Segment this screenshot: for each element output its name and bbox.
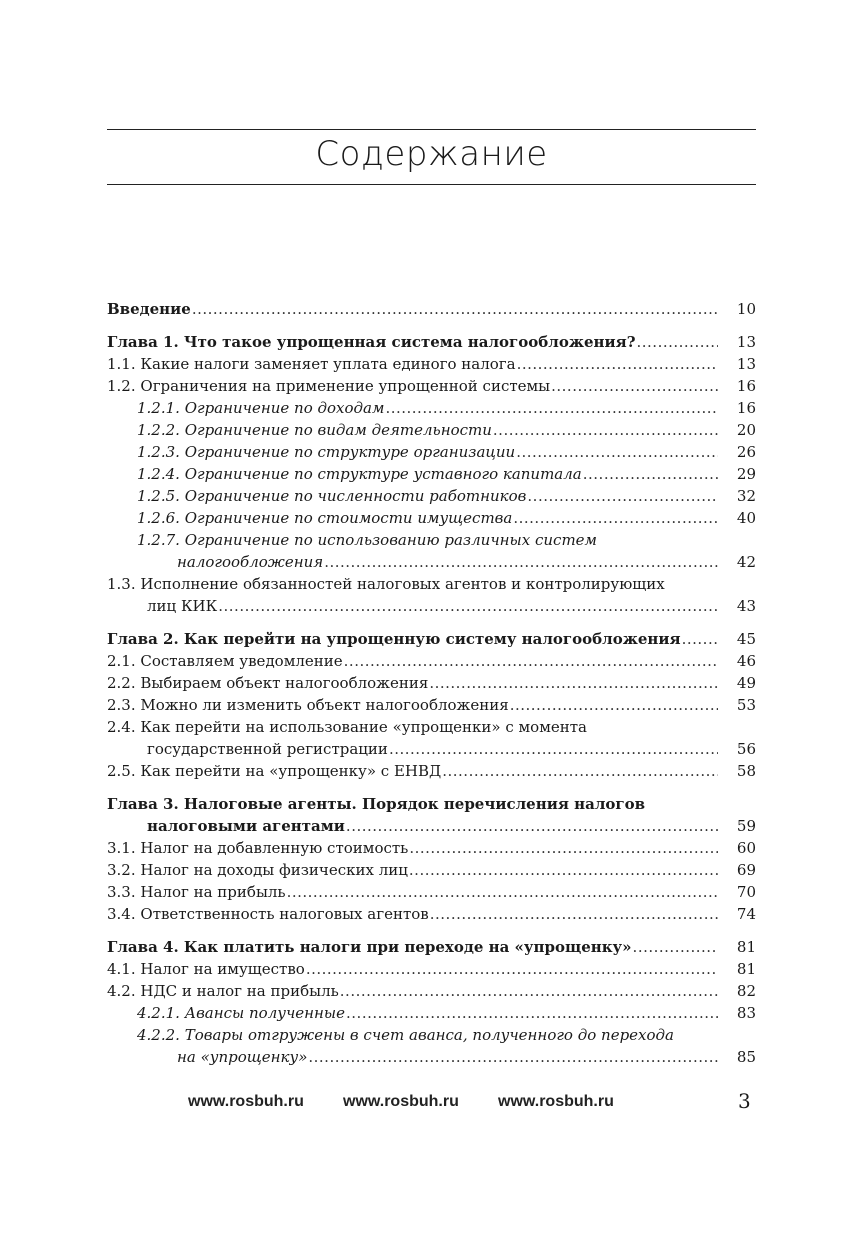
toc-line: [107, 551, 756, 573]
table-of-contents: [107, 298, 756, 1068]
toc-line: [107, 375, 756, 397]
toc-page-number: 26: [736, 443, 756, 461]
toc-page-number: 49: [736, 674, 756, 692]
toc-line: [107, 738, 756, 760]
toc-page-number: 69: [736, 861, 756, 879]
toc-entry-title[interactable]: 1.2.2. Ограничение по видам деятельности: [137, 421, 492, 439]
toc-line: [107, 1046, 756, 1068]
chapter-label: Глава 2: [107, 630, 174, 648]
toc-line: [107, 507, 756, 529]
toc-entry-title[interactable]: [107, 628, 681, 650]
toc-entry-title-cont[interactable]: налоговыми агентами: [147, 817, 345, 835]
toc-page-number: 81: [736, 938, 756, 956]
toc-entry-title[interactable]: 3.2. Налог на доходы физических лиц: [107, 861, 408, 879]
toc-line: [107, 1024, 756, 1046]
toc-page-number: 59: [736, 817, 756, 835]
toc-entry-title[interactable]: 4.2.1. Авансы полученные: [137, 1004, 346, 1022]
dot-leader: [442, 760, 718, 782]
dot-leader: [409, 837, 718, 859]
toc-entry-title[interactable]: 1.2.6. Ограничение по стоимости имущества: [137, 509, 513, 527]
toc-line: [107, 419, 756, 441]
toc-spacer: [107, 617, 756, 628]
toc-line: [107, 672, 756, 694]
toc-entry-title[interactable]: 2.5. Как перейти на «упрощенку» с ЕНВД: [107, 762, 442, 780]
toc-entry-title[interactable]: 1.1. Какие налоги заменяет уплата единого налога: [107, 355, 516, 373]
toc-page-number: 16: [736, 377, 756, 395]
dot-leader: [517, 353, 718, 375]
toc-entry-title[interactable]: 1.2.7. Ограничение по использованию различных систем: [137, 531, 597, 549]
toc-entry-title-cont[interactable]: на «упрощенку»: [177, 1048, 308, 1066]
page-title: Содержание: [315, 134, 548, 174]
dot-leader: [430, 903, 718, 925]
toc-entry-title[interactable]: [107, 331, 636, 353]
toc-page-number: 60: [736, 839, 756, 857]
toc-page-number: 58: [736, 762, 756, 780]
toc-entry-title[interactable]: 4.1. Налог на имущество: [107, 960, 305, 978]
dot-leader: [389, 738, 718, 760]
toc-spacer: [107, 925, 756, 936]
toc-page-number: 29: [736, 465, 756, 483]
toc-line: [107, 793, 756, 815]
toc-page-number: 74: [736, 905, 756, 923]
dot-leader: [429, 672, 718, 694]
toc-page-number: 56: [736, 740, 756, 758]
dot-leader: [344, 650, 718, 672]
toc-spacer: [107, 782, 756, 793]
toc-entry-title[interactable]: [107, 793, 645, 815]
dot-leader: [583, 463, 718, 485]
toc-entry-title[interactable]: 1.3. Исполнение обязанностей налоговых агентов и контролирующих: [107, 575, 665, 593]
toc-entry-title[interactable]: 4.2. НДС и налог на прибыль: [107, 982, 339, 1000]
chapter-title: . Как перейти на упрощенную систему налогообложения: [173, 630, 681, 648]
dot-leader: [324, 551, 718, 573]
toc-page-number: 32: [736, 487, 756, 505]
toc-line: [107, 958, 756, 980]
toc-page-number: 70: [736, 883, 756, 901]
toc-line: [107, 716, 756, 738]
toc-page-number: 53: [736, 696, 756, 714]
toc-entry-title[interactable]: 2.1. Составляем уведомление: [107, 652, 343, 670]
footer-site-link[interactable]: www.rosbuh.ru: [498, 1093, 614, 1110]
toc-line: [107, 397, 756, 419]
toc-line: [107, 694, 756, 716]
toc-page-number: 16: [736, 399, 756, 417]
dot-leader: [516, 441, 718, 463]
toc-line: [107, 628, 756, 650]
toc-line: [107, 1002, 756, 1024]
toc-entry-title[interactable]: 1.2.5. Ограничение по численности работников: [137, 487, 527, 505]
toc-entry-title[interactable]: 4.2.2. Товары отгружены в счет аванса, полученного до перехода: [137, 1026, 674, 1044]
toc-line: [107, 881, 756, 903]
dot-leader: [510, 694, 718, 716]
toc-page-number: 83: [736, 1004, 756, 1022]
toc-line: [107, 529, 756, 551]
toc-page-number: 13: [736, 333, 756, 351]
dot-leader: [527, 485, 718, 507]
toc-page-number: 85: [736, 1048, 756, 1066]
dot-leader: [385, 397, 718, 419]
toc-line: [107, 595, 756, 617]
chapter-title: . Что такое упрощенная система налогообложения?: [173, 333, 636, 351]
toc-line: [107, 485, 756, 507]
toc-line: [107, 815, 756, 837]
toc-line: [107, 859, 756, 881]
toc-line: [107, 331, 756, 353]
toc-page-number: 46: [736, 652, 756, 670]
toc-line: [107, 353, 756, 375]
toc-entry-title[interactable]: 2.4. Как перейти на использование «упрощенки» с момента: [107, 718, 587, 736]
dot-leader: [493, 419, 718, 441]
toc-page-number: 82: [736, 982, 756, 1000]
chapter-title: . Налоговые агенты. Порядок перечисления налогов: [173, 795, 646, 813]
dot-leader: [346, 1002, 718, 1024]
toc-entry-title[interactable]: 1.2.4. Ограничение по структуре уставного капитала: [137, 465, 582, 483]
dot-leader: [308, 1046, 718, 1068]
dot-leader: [637, 331, 719, 353]
dot-leader: [306, 958, 718, 980]
toc-spacer: [107, 320, 756, 331]
dot-leader: [346, 815, 718, 837]
toc-line: [107, 650, 756, 672]
toc-page-number: 13: [736, 355, 756, 373]
bottom-rule: [107, 184, 756, 185]
toc-entry-title[interactable]: Введение: [107, 300, 191, 318]
dot-leader: [633, 936, 718, 958]
toc-line: [107, 463, 756, 485]
toc-entry-title-cont[interactable]: государственной регистрации: [147, 740, 388, 758]
dot-leader: [287, 881, 718, 903]
page-number: 3: [738, 1089, 751, 1113]
toc-page-number: 45: [736, 630, 756, 648]
dot-leader: [409, 859, 718, 881]
toc-page-number: 20: [736, 421, 756, 439]
toc-entry-title[interactable]: 2.2. Выбираем объект налогообложения: [107, 674, 429, 692]
toc-entry-title[interactable]: Глава 4. Как платить налоги при переходе на «упрощенку»: [107, 938, 632, 956]
toc-entry-title[interactable]: 3.4. Ответственность налоговых агентов: [107, 905, 429, 923]
toc-entry-title[interactable]: 1.2. Ограничения на применение упрощенной системы: [107, 377, 551, 395]
toc-line: [107, 980, 756, 1002]
toc-line: [107, 903, 756, 925]
toc-line: [107, 441, 756, 463]
toc-page-number: 10: [736, 300, 756, 318]
dot-leader: [513, 507, 718, 529]
toc-entry-title-cont[interactable]: налогообложения: [177, 553, 324, 571]
toc-line: [107, 936, 756, 958]
toc-page-number: 81: [736, 960, 756, 978]
top-rule: [107, 129, 756, 130]
toc-page-number: 40: [736, 509, 756, 527]
dot-leader: [192, 298, 718, 320]
toc-line: [107, 760, 756, 782]
toc-entry-title[interactable]: 3.1. Налог на добавленную стоимость: [107, 839, 409, 857]
footer-site-link[interactable]: www.rosbuh.ru: [188, 1093, 304, 1110]
toc-line: [107, 298, 756, 320]
toc-page-number: 42: [736, 553, 756, 571]
dot-leader: [682, 628, 718, 650]
toc-entry-title[interactable]: 2.3. Можно ли изменить объект налогообложения: [107, 696, 509, 714]
dot-leader: [218, 595, 718, 617]
toc-page-number: 43: [736, 597, 756, 615]
toc-entry-title-cont[interactable]: лиц КИК: [147, 597, 218, 615]
toc-entry-title[interactable]: 1.2.3. Ограничение по структуре организации: [137, 443, 516, 461]
toc-line: [107, 837, 756, 859]
toc-entry-title[interactable]: 3.3. Налог на прибыль: [107, 883, 286, 901]
dot-leader: [340, 980, 718, 1002]
footer-site-link[interactable]: www.rosbuh.ru: [343, 1093, 459, 1110]
toc-entry-title[interactable]: 1.2.1. Ограничение по доходам: [137, 399, 385, 417]
chapter-label: Глава 3: [107, 795, 174, 813]
chapter-label: Глава 1: [107, 333, 174, 351]
toc-line: [107, 573, 756, 595]
dot-leader: [551, 375, 718, 397]
